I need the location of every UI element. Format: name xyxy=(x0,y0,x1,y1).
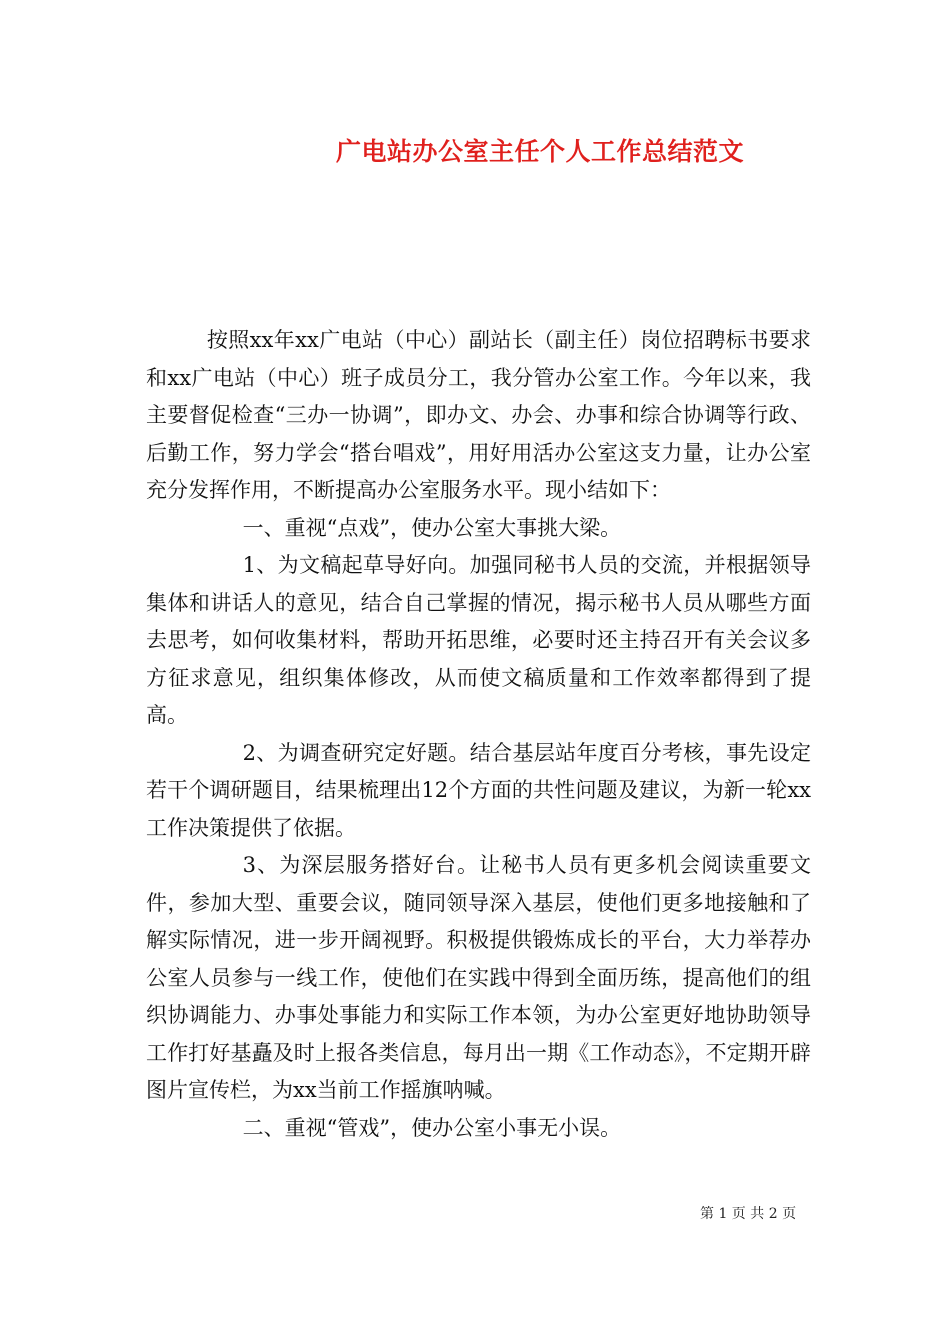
section-heading-1: 一、重视“点戏”，使办公室大事挑大梁。 xyxy=(242,515,622,540)
paragraph-intro: 按照xx年xx广电站（中心）副站长（副主任）岗位招聘标书要求和xx广电站（中心）班子成员分工，我分管办公室工作。今年以来，我主要督促检查“三办一协调”，即办文、办会、办事和综合协调等行政、后勤工作，努力学会“搭台唱戏”，用好用活办公室这支力量，让办公室充分发挥作用，不断提高办公室服务水平。现小结如下： xyxy=(146,328,811,502)
paragraph-item-2: 2、为调查研究定好题。结合基层站年度百分考核，事先设定若干个调研题目，结果梳理出12个方面的共性问题及建议，为新一轮xx工作决策提供了依据。 xyxy=(146,740,811,840)
section-heading-2: 二、重视“管戏”，使办公室小事无小误。 xyxy=(242,1115,622,1140)
page-number-footer: 第 1 页 共 2 页 xyxy=(700,1206,797,1222)
document-body xyxy=(146,322,811,1147)
paragraph-item-3: 3、为深层服务搭好台。让秘书人员有更多机会阅读重要文件，参加大型、重要会议，随同领导深入基层，使他们更多地接触和了解实际情况，进一步开阔视野。积极提供锻炼成长的平台，大力举荐办公室人员参与一线工作，使他们在实践中得到全面历练，提高他们的组织协调能力、办事处事能力和实际工作本领，为办公室更好地协助领导工作打好基矗及时上报各类信息，每月出一期《工作动态》，不定期开辟图片宣传栏，为xx当前工作摇旗呐喊。 xyxy=(146,853,811,1102)
paragraph-item-1: 1、为文稿起草导好向。加强同秘书人员的交流，并根据领导集体和讲话人的意见，结合自己掌握的情况，揭示秘书人员从哪些方面去思考，如何收集材料，帮助开拓思维，必要时还主持召开有关会议多方征求意见，组织集体修改，从而使文稿质量和工作效率都得到了提高。 xyxy=(146,553,811,727)
document-title: 广电站办公室主任个人工作总结范文 xyxy=(335,137,744,166)
